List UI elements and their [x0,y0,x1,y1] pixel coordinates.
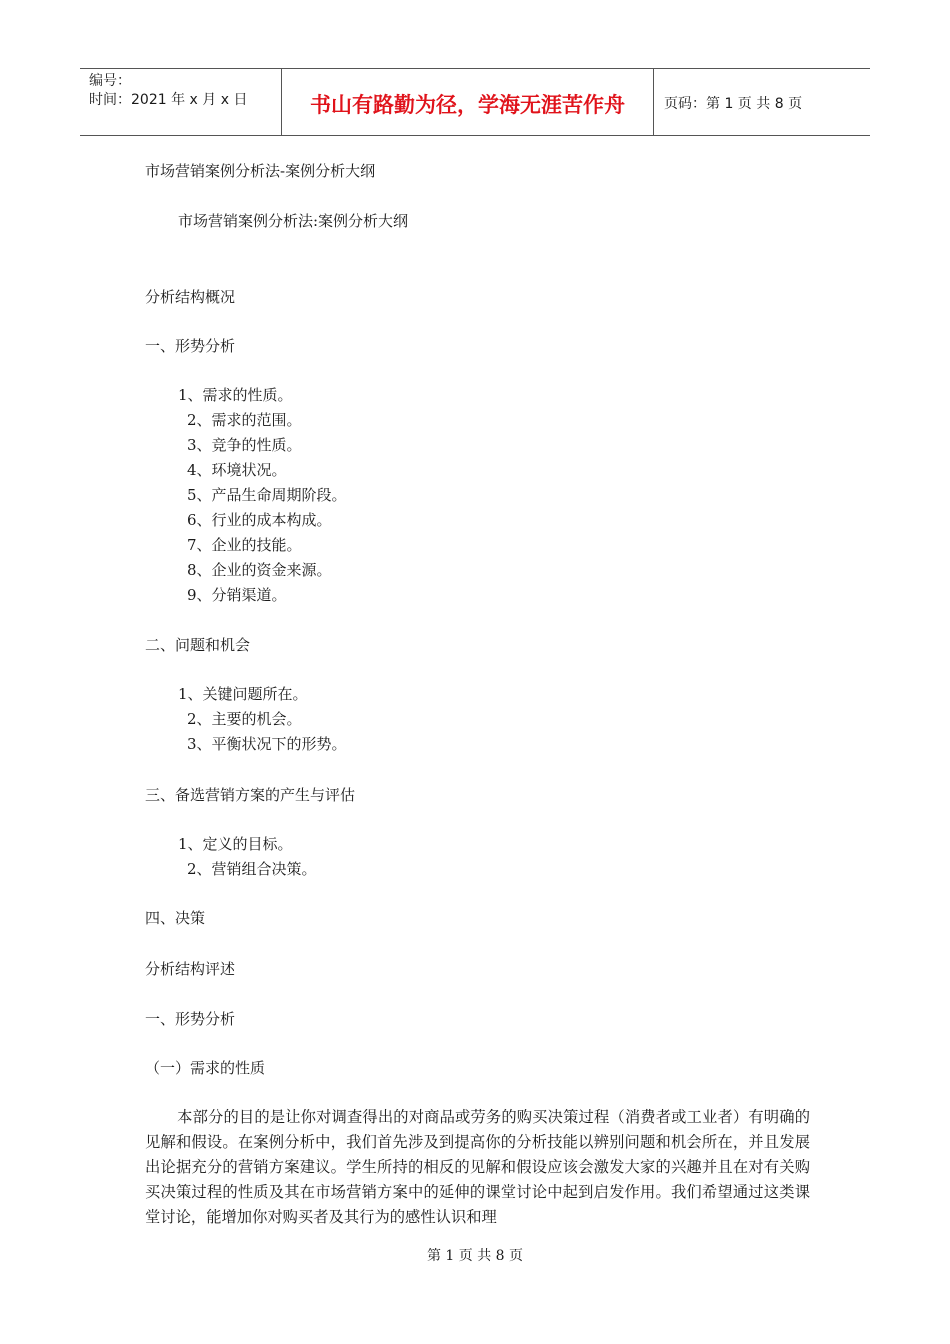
section-heading: 一、形势分析 [145,1010,236,1028]
section-heading: 四、决策 [145,909,206,927]
list-item: 3、竞争的性质。 [187,436,302,454]
list-item: 3、平衡状况下的形势。 [187,735,347,753]
doc-subtitle: 市场营销案例分析法:案例分析大纲 [178,212,409,230]
list-item: 7、企业的技能。 [187,536,302,554]
page-footer: 第 1 页 共 8 页 [426,1248,524,1264]
section-heading: 二、问题和机会 [145,636,251,654]
list-item: 2、营销组合决策。 [187,860,317,878]
review-heading: 分析结构评述 [145,960,236,978]
header-meta [80,69,282,135]
page-header [80,68,870,136]
list-item: 2、需求的范围。 [187,411,302,429]
list-item: 1、关键问题所在。 [178,685,308,703]
list-item: 1、定义的目标。 [178,835,293,853]
list-item: 5、产品生命周期阶段。 [187,486,347,504]
list-item: 8、企业的资金来源。 [187,561,332,579]
list-item: 1、需求的性质。 [178,386,293,404]
list-item: 9、分销渠道。 [187,586,287,604]
header-motto: 书山有路勤为径，学海无涯苦作舟 [282,69,654,135]
list-item: 2、主要的机会。 [187,710,302,728]
subsection-heading: （一）需求的性质 [145,1059,266,1077]
body-paragraph [145,1105,810,1230]
section-heading: 三、备选营销方案的产生与评估 [145,786,356,804]
number-label: 编号： [89,73,131,89]
doc-title: 市场营销案例分析法-案例分析大纲 [145,162,376,180]
time-label: 时间：2021 年 x 月 x 日 [89,92,248,108]
section-heading: 一、形势分析 [145,337,236,355]
header-page-info: 页码：第 1 页 共 8 页 [664,96,803,112]
paragraph-text: 本部分的目的是让你对调查得出的对商品或劳务的购买决策过程（消费者或工业者）有明确的见解和假设。在案例分析中，我们首先涉及到提高你的分析技能以辨别问题和机会所在，并且发展出论据充分的营销方案建议。学生所持的相反的见解和假设应该会激发大家的兴趣并且在对有关购买决策过程的性质及其在市场营销方案中的延伸的课堂讨论中起到启发作用。我们希望通过这类课堂讨论，能增加你对购买者及其行为的感性认识和理 [145,1108,810,1226]
overview-heading: 分析结构概况 [145,288,236,306]
list-item: 6、行业的成本构成。 [187,511,332,529]
list-item: 4、环境状况。 [187,461,287,479]
